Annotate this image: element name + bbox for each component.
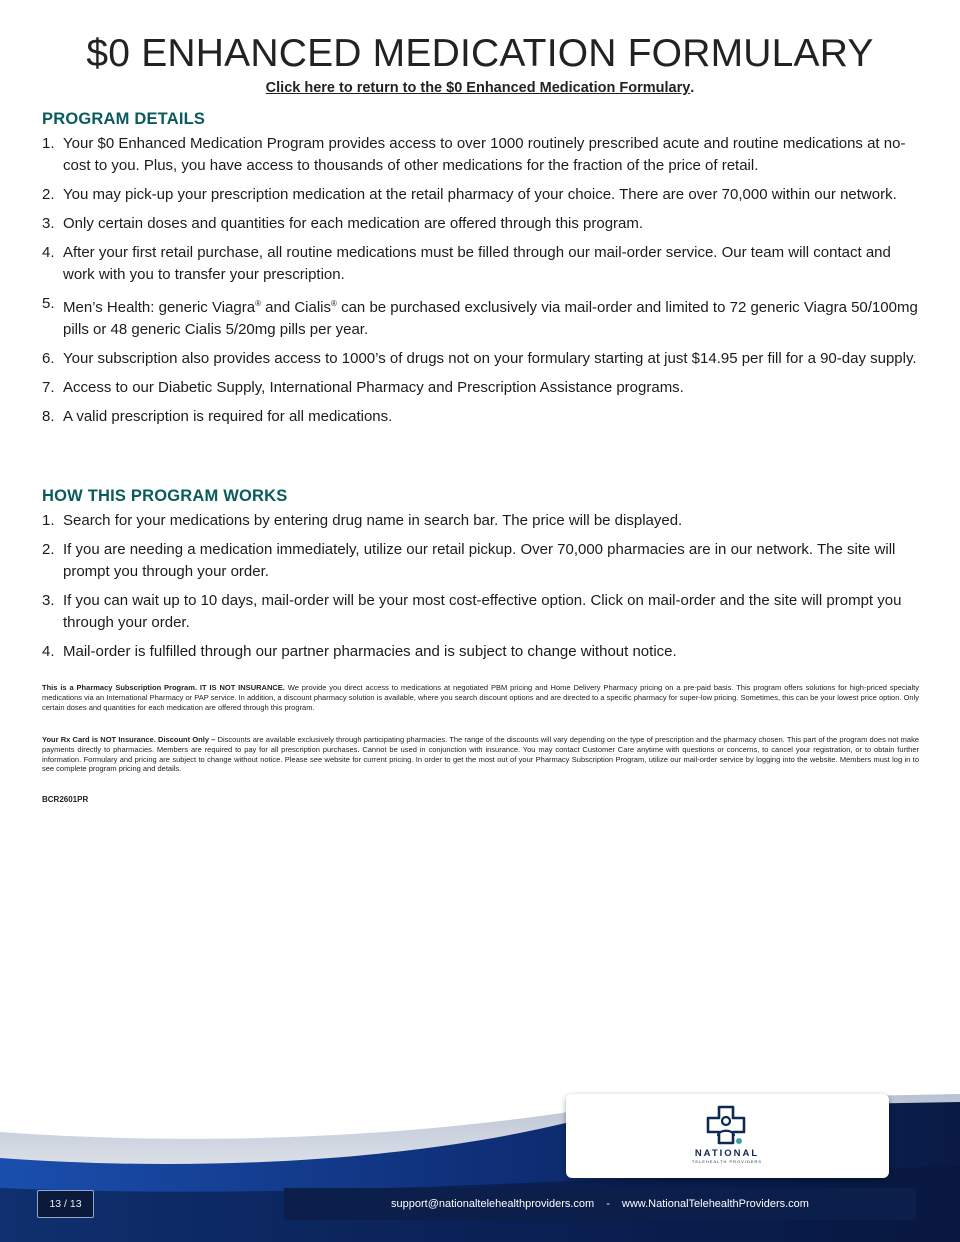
list-item: 7. Access to our Diabetic Supply, International Pharmacy and Prescription Assistance programs. [42,379,684,396]
medical-cross-person-icon [706,1105,746,1145]
list-item: 6. Your subscription also provides access to 1000’s of drugs not on your formulary starting at just $14.95 per fill for a 90-day supply. [42,350,917,367]
document-code: BCR2601PR [42,795,89,804]
page-number: 13 / 13 [37,1190,94,1218]
list-item: 4. After your first retail purchase, all routine medications must be filled through our mail-order service. Our team will contact and work with you to transfer your prescription. [42,244,891,283]
logo-wordmark: NATIONAL [694,1148,760,1159]
list-item: 3. Only certain doses and quantities for each medication are offered through this program. [42,215,644,232]
return-to-formulary-link[interactable]: Click here to return to the $0 Enhanced Medication Formulary. [265,80,695,96]
list-item: 2. You may pick-up your prescription medication at the retail pharmacy of your choice. There are over 70,000 within our network. [42,186,897,203]
program-details-list [42,133,922,435]
list-item: 5. Men’s Health: generic Viagra® and Cialis® can be purchased exclusively via mail-order and limited to 72 generic Viagra 50/100mg pills or 48 generic Cialis 5/20mg pills per year. [42,295,918,338]
support-email-link[interactable]: support@nationaltelehealthproviders.com [391,1198,595,1210]
program-details-heading: PROGRAM DETAILS [42,110,206,128]
how-it-works-heading: HOW THIS PROGRAM WORKS [42,487,288,505]
page-title: $0 ENHANCED MEDICATION FORMULARY [86,32,874,75]
list-item: 1. Your $0 Enhanced Medication Program provides access to over 1000 routinely prescribed acute and routine medications at no-cost to you. Plus, you have access to thousands of other medications for the fraction of the price of retail. [42,135,906,174]
separator: - [606,1198,610,1210]
list-item: 8. A valid prescription is required for all medications. [42,408,393,425]
list-item: 3. If you can wait up to 10 days, mail-order will be your most cost-effective option. Click on mail-order and the site will prompt you through your order. [42,592,902,631]
list-item: 4. Mail-order is fulfilled through our partner pharmacies and is subject to change without notice. [42,643,677,660]
list-item: 1. Search for your medications by entering drug name in search bar. The price will be displayed. [42,512,683,529]
insurance-disclaimer: This is a Pharmacy Subscription Program. IT IS NOT INSURANCE. We provide you direct access to medications at negotiated PBM pricing and Home Delivery Pharmacy pricing on a pre-paid basis. This program offers solutions for high-priced specialty medications via an International Pharmacy or PAP service. In addition, a discount pharmacy solution is available, where you search discount options and are directed to a specific pharmacy for super-low pricing. Sometimes, this can be your lowest price option. Only certain doses and quantities for each medication are offered through this program. [42,683,919,712]
discount-card-disclaimer: Your Rx Card is NOT Insurance. Discount Only – Discounts are available exclusively through participating pharmacies. The range of the discounts will vary depending on the type of prescription and the pharmacy chosen. This part of the program does not make payments directly to pharmacies. Members are required to pay for all prescription purchases. Cannot be used in conjunction with insurance. You may contact Customer Care anytime with questions or concerns, to cancel your registration, or to obtain further information. Formulary and pricing are subject to change without notice. Please see website for current pricing. In order to get the most out of your Pharmacy Subscription Program, utilize our mail-order service by logging into the website. Members must log in to see complete program pricing and details. [42,735,920,774]
list-item: 2. If you are needing a medication immediately, utilize our retail pickup. Over 70,000 pharmacies are in our network. The site will prompt you through your order. [42,541,896,580]
website-link[interactable]: www.NationalTelehealthProviders.com [621,1198,809,1210]
logo-tagline: TELEHEALTH PROVIDERS [691,1159,763,1164]
how-it-works-list [42,510,922,670]
contact-bar [284,1188,916,1220]
